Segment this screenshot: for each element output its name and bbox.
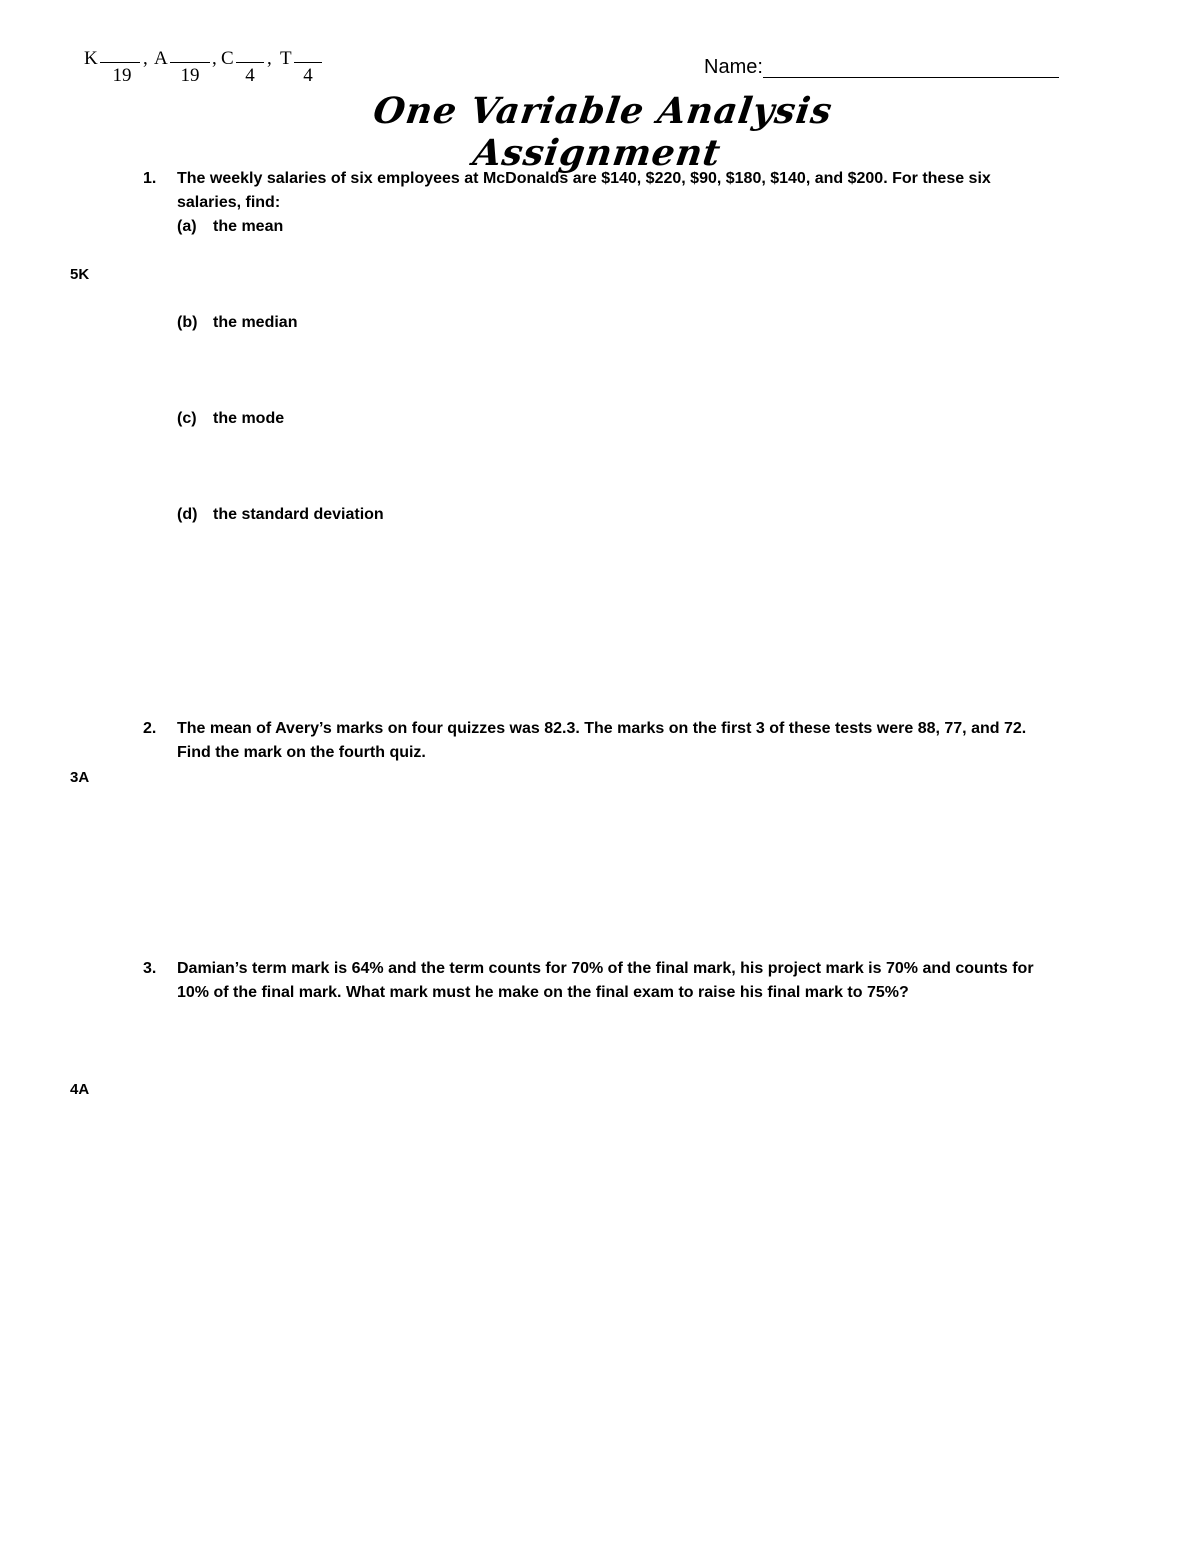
mark-denominator: 4 [245,65,255,86]
mark-letter: A [154,48,168,69]
mark-denominator: 19 [180,65,200,86]
part-text: the standard deviation [213,506,384,523]
mark-fraction-bar [170,62,210,63]
mark-letter: K [84,48,98,69]
mark-denominator: 4 [303,65,313,86]
question-1-marks: 5K [70,266,90,283]
mark-fraction-bar [236,62,264,63]
comma-separator: , [267,48,272,69]
question-number: 2. [143,720,157,737]
mark-denominator: 19 [112,65,132,86]
part-text: the mode [213,410,285,427]
question-number: 3. [143,960,157,977]
name-label: Name: [704,56,763,78]
question-3-marks: 4A [70,1081,90,1098]
mark-letter: C [221,48,234,69]
name-input-line[interactable] [763,77,1059,78]
question-text: Damian’s term mark is 64% and the term counts for 70% of the final mark, his project mark is 70% and counts for 10% of the final mark. What mark must he make on the final exam to raise his final mark to 75%? [177,960,1034,1001]
part-label: (c) [177,410,197,427]
mark-fraction-bar [100,62,140,63]
mark-letter: T [280,48,292,69]
part-text: the mean [213,218,284,235]
comma-separator: , [212,48,217,69]
question-2-marks: 3A [70,769,90,786]
comma-separator: , [143,48,148,69]
question-text: The weekly salaries of six employees at McDonalds are $140, $220, $90, $180, $140, and $200. For these six salaries, find: [177,170,991,211]
part-text: the median [213,314,298,331]
part-label: (a) [177,218,197,235]
question-text: The mean of Avery’s marks on four quizzes was 82.3. The marks on the first 3 of these tests were 88, 77, and 72. Find the mark on the fourth quiz. [177,720,1027,761]
page-title: One Variable Analysis Assignment [370,90,836,174]
part-label: (b) [177,314,198,331]
mark-fraction-bar [294,62,322,63]
question-number: 1. [143,170,157,187]
part-label: (d) [177,506,198,523]
